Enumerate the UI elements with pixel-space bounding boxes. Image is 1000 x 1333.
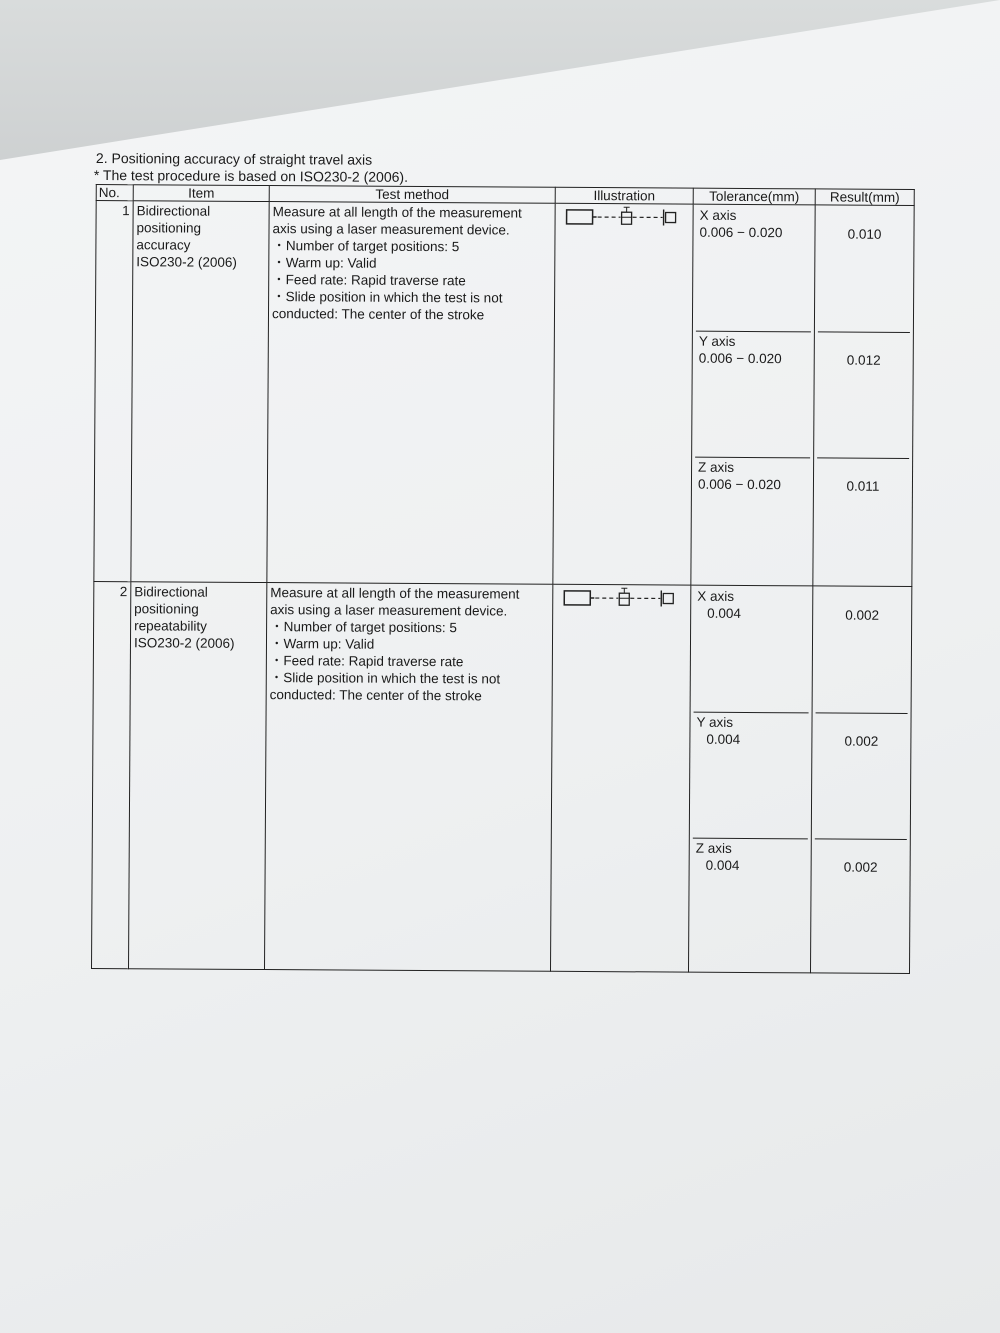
axis-label: X axis bbox=[699, 207, 737, 223]
document bbox=[91, 150, 916, 974]
header-illustration: Illustration bbox=[555, 187, 693, 204]
tolerance-x bbox=[694, 587, 810, 714]
tolerance-value: 0.004 bbox=[706, 731, 741, 747]
tolerance-y bbox=[693, 713, 809, 840]
item-cell: Bidirectional positioning repeatability ISO230-2 (2006) bbox=[128, 582, 266, 970]
procedure-note: * The test procedure is based on ISO230-2 (2006). bbox=[93, 166, 409, 185]
illustration-cell bbox=[550, 584, 690, 972]
axis-label: Y axis bbox=[698, 333, 736, 349]
tolerance-z bbox=[692, 839, 808, 966]
tolerance-value: 0.006 − 0.020 bbox=[698, 350, 782, 367]
result-value: 0.002 bbox=[845, 607, 880, 623]
row-number: 1 bbox=[94, 201, 133, 582]
tolerance-value: 0.006 − 0.020 bbox=[699, 224, 783, 241]
result-value: 0.002 bbox=[844, 733, 879, 749]
axis-label: X axis bbox=[697, 588, 735, 604]
result-x bbox=[816, 587, 909, 714]
table-row bbox=[92, 581, 912, 973]
header-method: Test method bbox=[269, 186, 555, 204]
tolerance-y bbox=[695, 332, 811, 459]
result-cell bbox=[810, 586, 911, 974]
tolerance-value: 0.006 − 0.020 bbox=[697, 476, 781, 493]
axis-label: Z axis bbox=[698, 459, 735, 475]
tolerance-value: 0.004 bbox=[707, 605, 742, 621]
header-no: No. bbox=[96, 185, 133, 201]
header-item: Item bbox=[133, 185, 269, 202]
tolerance-value: 0.004 bbox=[705, 857, 740, 873]
result-value: 0.010 bbox=[847, 226, 882, 242]
result-value: 0.002 bbox=[843, 859, 878, 875]
header-tolerance: Tolerance(mm) bbox=[693, 188, 815, 205]
table-row bbox=[94, 201, 914, 587]
result-value: 0.012 bbox=[846, 352, 881, 368]
result-y bbox=[817, 332, 910, 459]
positioning-table bbox=[91, 184, 915, 974]
tolerance-x bbox=[696, 206, 812, 333]
section-title: 2. Positioning accuracy of straight travel axis bbox=[95, 150, 373, 168]
method-cell: Measure at all length of the measurement axis using a laser measurement device. ・Number of target positions: 5 ・Warm up: Valid ・Feed rate: Rapid traverse rate ・Slide position in which the test is not conducted: The center of the stroke bbox=[267, 202, 555, 585]
tolerance-z bbox=[694, 458, 810, 585]
laser-setup-icon bbox=[564, 217, 684, 233]
result-value: 0.011 bbox=[846, 478, 880, 494]
axis-label: Y axis bbox=[696, 714, 734, 730]
header-result: Result(mm) bbox=[815, 189, 914, 206]
method-cell: Measure at all length of the measurement axis using a laser measurement device. ・Number of target positions: 5 ・Warm up: Valid ・Feed rate: Rapid traverse rate ・Slide position in which the test is not conducted: The center of the stroke bbox=[264, 583, 552, 972]
result-y bbox=[815, 713, 908, 840]
result-z bbox=[816, 458, 909, 585]
tolerance-cell bbox=[688, 585, 812, 973]
row-number: 2 bbox=[92, 581, 131, 968]
laser-setup-icon bbox=[562, 598, 682, 614]
item-cell: Bidirectional positioning accuracy ISO230-2 (2006) bbox=[131, 201, 269, 583]
result-cell bbox=[813, 205, 914, 587]
axis-label: Z axis bbox=[695, 840, 732, 856]
result-x bbox=[818, 206, 911, 333]
result-z bbox=[814, 839, 907, 966]
tolerance-cell bbox=[691, 204, 815, 586]
illustration-cell bbox=[553, 203, 693, 585]
